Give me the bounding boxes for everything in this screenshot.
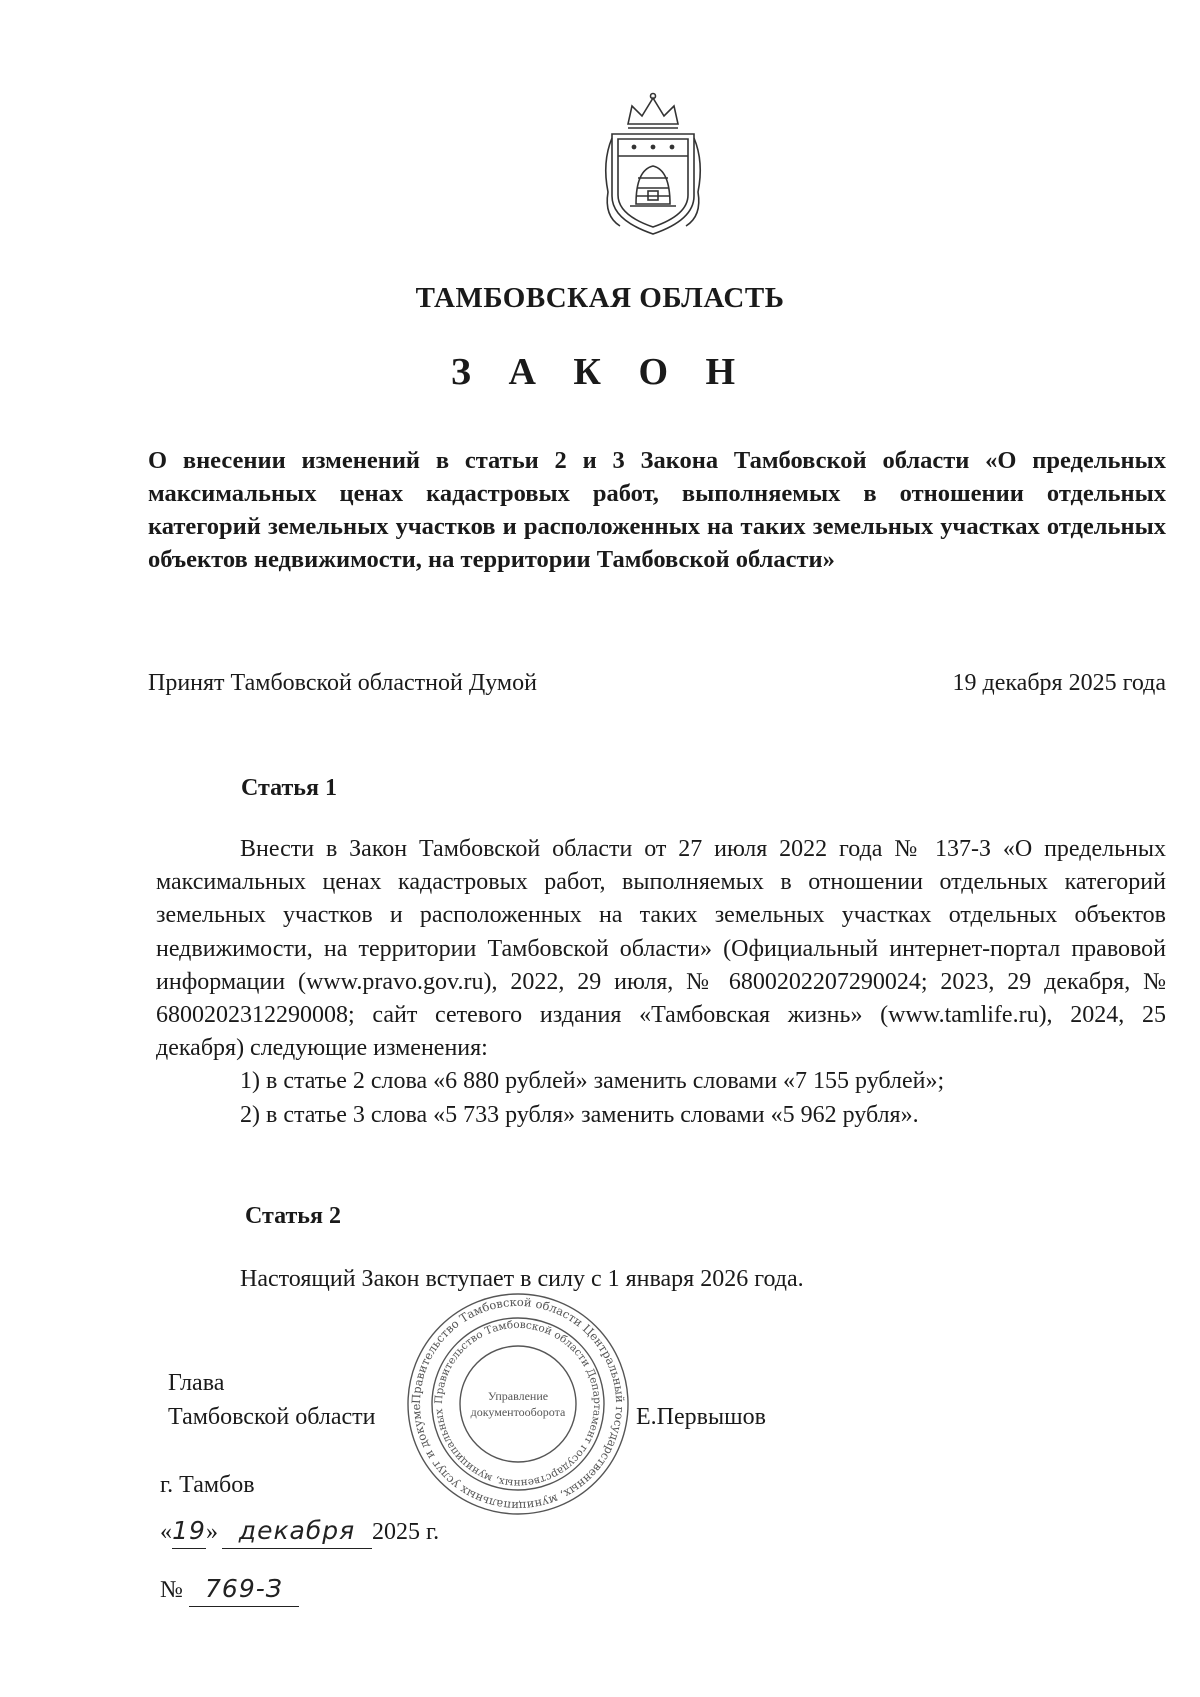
article-1-body [156, 833, 1166, 1132]
stamp-center-line-1: Управление [487, 1389, 549, 1403]
article-1-heading: Статья 1 [241, 775, 337, 801]
signatory-position-line-1: Глава [168, 1370, 225, 1396]
document-type-heading: З А К О Н [450, 351, 750, 393]
signatory-position [168, 1366, 375, 1434]
tambov-coat-of-arms-icon [598, 92, 708, 242]
article-2-text: Настоящий Закон вступает в силу с 1 января 2026 года. [240, 1266, 804, 1292]
date-open-quote: « [160, 1519, 172, 1545]
handwritten-month: декабря [222, 1514, 372, 1549]
handwritten-number: 769-З [189, 1572, 299, 1607]
adopted-by: Принят Тамбовской областной Думой [148, 670, 537, 696]
place-of-signing: г. Тамбов [160, 1472, 255, 1498]
signing-date [160, 1514, 439, 1549]
article-2-heading: Статья 2 [245, 1203, 341, 1229]
adoption-line [148, 670, 1166, 697]
signatory-position-line-2: Тамбовской области [168, 1404, 376, 1430]
handwritten-day: 19 [172, 1514, 206, 1549]
law-number [160, 1572, 299, 1607]
signatory-name: Е.Первышов [636, 1404, 766, 1430]
coat-of-arms-emblem [598, 92, 708, 242]
stamp-outer-text: Правительство Тамбовской области Центральный государственных, муниципальных услуг и докуме [408, 1294, 628, 1514]
number-prefix: № [160, 1577, 183, 1603]
law-title: О внесении изменений в статьи 2 и 3 Закона Тамбовской области «О предельных максимальных ценах кадастровых работ, выполняемых в отношении отдельных категорий земельных участков и расположенных на таких земельных участках отдельных объектов недвижимости, на территории Тамбовской области» [148, 447, 1166, 573]
article-1-item: 2) в статье 3 слова «5 733 рубля» заменить словами «5 962 рубля». [240, 1101, 919, 1128]
date-close-quote: » [206, 1519, 218, 1545]
stamp-center-line-2: документооборота [470, 1405, 566, 1419]
article-2-body [156, 1263, 1166, 1296]
round-seal-icon [402, 1288, 634, 1520]
official-stamp [402, 1288, 634, 1520]
article-1-text: Внести в Закон Тамбовской области от 27 июля 2022 года № 137-З «О предельных максимальных ценах кадастровых работ, выполняемых в отношении отдельных категорий земельных участков и расположенных на таких земельных участках отдельных объектов недвижимости, на территории Тамбовской области» (Официальный интернет-портал правовой информации (www.pravo.gov.ru), 2022, 29 июля, № 6800202207290024; 2023, 29 декабря, № 6800202312290008; сайт сетевого издания «Тамбовская жизнь» (www.tamlife.ru), 2024, 25 декабря) следующие изменения: [156, 836, 1166, 1062]
article-1-item: 1) в статье 2 слова «6 880 рублей» заменить словами «7 155 рублей»; [240, 1068, 945, 1095]
region-heading: ТАМБОВСКАЯ ОБЛАСТЬ [415, 282, 785, 314]
stamp-inner-text: Правительство Тамбовской области Департамент государственных, муниципальных [432, 1318, 604, 1490]
date-year: 2025 г. [372, 1519, 440, 1545]
adoption-date: 19 декабря 2025 года [952, 670, 1166, 696]
